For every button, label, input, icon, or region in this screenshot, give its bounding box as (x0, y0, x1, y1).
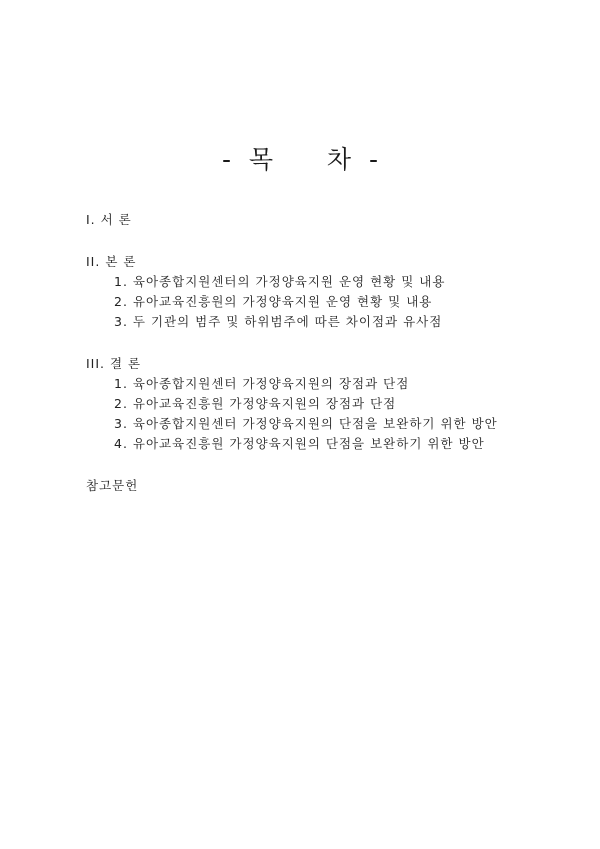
toc-item: 1. 육아종합지원센터 가정양육지원의 장점과 단점 (114, 376, 410, 391)
section-references (86, 476, 566, 496)
toc-item: 3. 육아종합지원센터 가정양육지원의 단점을 보완하기 위한 방안 (114, 416, 498, 431)
section-introduction (86, 210, 566, 230)
section-heading: I. 서 론 (86, 212, 132, 227)
section-heading: 참고문헌 (86, 478, 139, 493)
toc-item: 4. 유아교육진흥원 가정양육지원의 단점을 보완하기 위한 방안 (114, 436, 485, 451)
section-conclusion (86, 354, 566, 454)
toc-item: 3. 두 기관의 범주 및 하위범주에 따른 차이점과 유사점 (114, 314, 443, 329)
section-heading: III. 결 론 (86, 356, 142, 371)
toc-item: 1. 육아종합지원센터의 가정양육지원 운영 현황 및 내용 (114, 274, 446, 289)
section-body (86, 252, 566, 332)
table-of-contents (86, 210, 566, 496)
toc-title: - 목 차 - (221, 145, 379, 174)
toc-item: 2. 유아교육진흥원의 가정양육지원 운영 현황 및 내용 (114, 294, 433, 309)
section-heading: II. 본 론 (86, 254, 137, 269)
toc-item: 2. 유아교육진흥원 가정양육지원의 장점과 단점 (114, 396, 397, 411)
